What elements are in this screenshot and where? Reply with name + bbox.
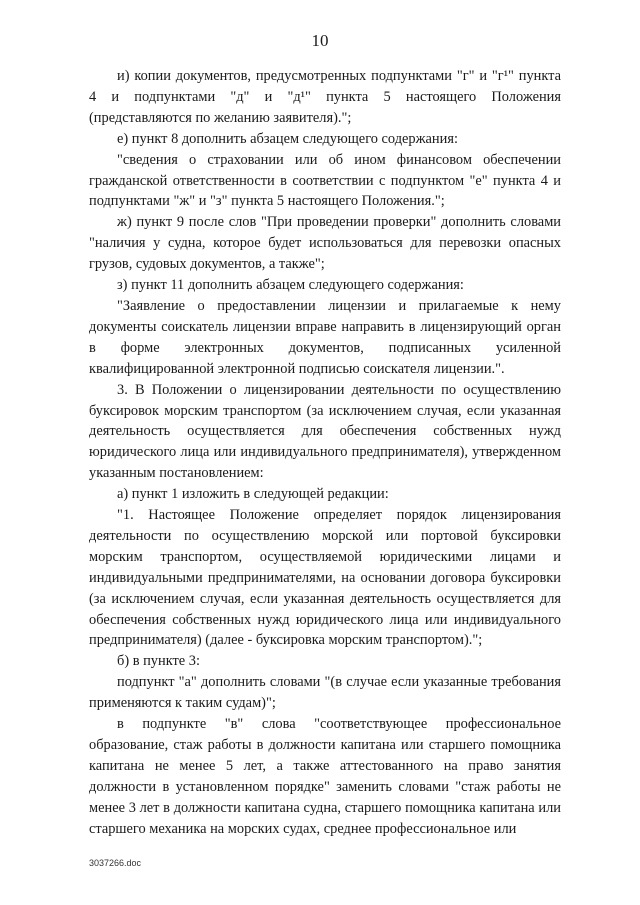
paragraph: б) в пункте 3: (117, 653, 200, 670)
paragraph: ж) пункт 9 после слов "При проведении проверки" дополнить словами "наличия у судна, которое будет использоваться для перевозки опасных грузов, судовых документов, а также"; (89, 214, 561, 273)
paragraph: в подпункте "в" слова "соответствующее профессиональное образование, стаж работы в должности капитана или старшего помощника капитана не менее 5 лет, а также аттестованного на право занятия должности в установленном порядке" заменить словами "стаж работы не менее 3 лет в должности капитана судна, старшего помощника капитана или старшего механика на морских судах, среднее профессиональное или (89, 716, 561, 837)
paragraph: "Заявление о предоставлении лицензии и прилагаемые к нему документы соискатель лицензии вправе направить в лицензирующий орган в форме электронных документов, подписанных усиленной квалифицированной электронной подписью соискателя лицензии.". (89, 297, 561, 377)
paragraph: "1. Настоящее Положение определяет порядок лицензирования деятельности по осуществлению морской или портовой буксировки морским транспортом, осуществляемой юридическими лицами и индивидуальными предпринимателями, на основании договора буксировки (за исключением случая, если указанная деятельность осуществляется для обеспечения собственных нужд юридического лица или индивидуального предпринимателя) (далее - буксировка морским транспортом)."; (89, 507, 561, 649)
document-body (89, 66, 561, 846)
page-number: 10 (311, 31, 329, 50)
paragraph: "сведения о страховании или об ином финансовом обеспечении гражданской ответственности в соответствии с подпунктом "е" пункта 4 и подпунктами "ж" и "з" пункта 5 настоящего Положения."; (89, 151, 561, 210)
paragraph: е) пункт 8 дополнить абзацем следующего содержания: (117, 130, 458, 147)
paragraph: и) копии документов, предусмотренных подпунктами "г" и "г¹" пункта 4 и подпунктами "д" и "д¹" пункта 5 настоящего Положения (представляются по желанию заявителя)."; (89, 68, 561, 126)
paragraph: подпункт "а" дополнить словами "(в случае если указанные требования применяются к таким судам)"; (89, 674, 561, 712)
paragraph: 3. В Положении о лицензировании деятельности по осуществлению буксировок морским транспортом (за исключением случая, если указанная деятельность осуществляется для обеспечения собственных нужд юридического лица или индивидуального предпринимателя), утвержденном указанным постановлением: (89, 381, 561, 482)
paragraph: а) пункт 1 изложить в следующей редакции: (117, 486, 389, 503)
footer-filename: 3037266.doc (89, 858, 142, 868)
paragraph: з) пункт 11 дополнить абзацем следующего содержания: (117, 277, 464, 294)
